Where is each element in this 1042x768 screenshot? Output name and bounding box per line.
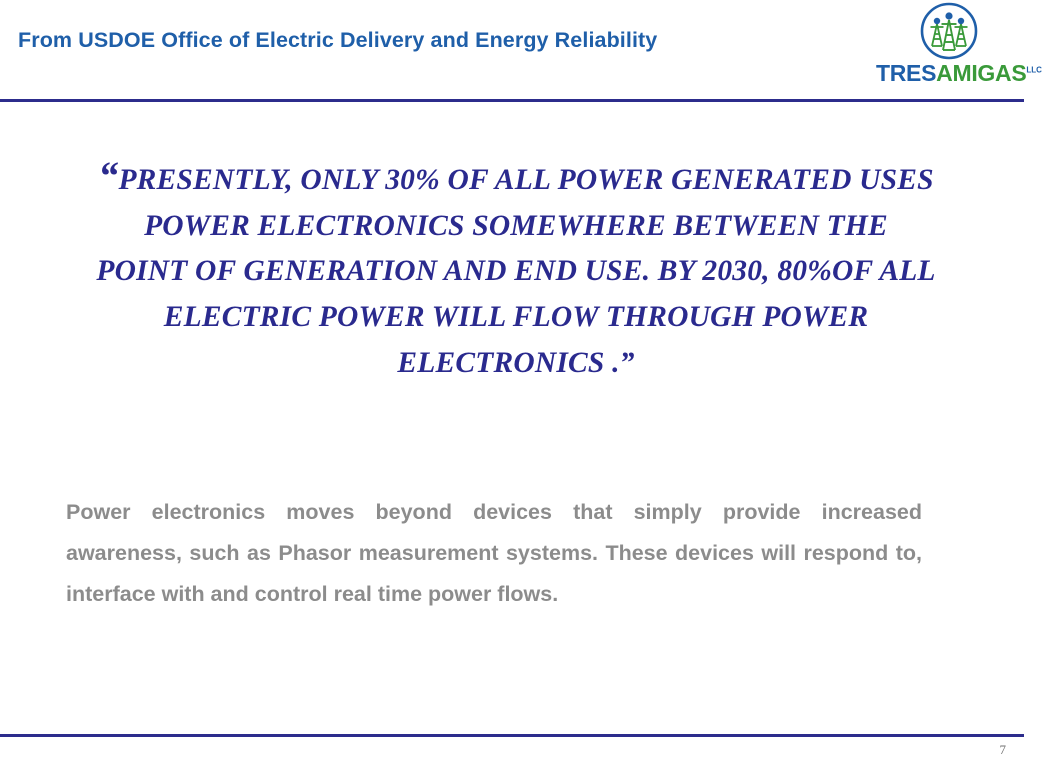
page-title: From USDOE Office of Electric Delivery and Energy Reliability xyxy=(18,28,658,52)
footer-divider xyxy=(0,734,1024,737)
page-number: 7 xyxy=(999,742,1006,757)
pull-quote xyxy=(96,153,936,387)
logo-text-llc: LLC xyxy=(1026,65,1042,75)
quote-open-mark: “ xyxy=(98,153,119,198)
slide-header xyxy=(0,0,1027,102)
header-divider xyxy=(0,99,1024,102)
logo-wordmark xyxy=(876,60,1042,87)
logo-text-tres: TRES xyxy=(876,60,937,86)
company-logo xyxy=(876,4,1042,96)
quote-text: PRESENTLY, ONLY 30% OF ALL POWER GENERATED USES POWER ELECTRONICS SOMEWHERE BETWEEN THE POINT OF GENERATION AND END USE. BY 2030, 80%OF ALL ELECTRIC POWER WILL FLOW THROUGH POWER ELECTRONICS .” xyxy=(96,164,936,379)
three-transmission-towers-icon xyxy=(918,4,980,62)
logo-text-amigas: AMIGAS xyxy=(936,60,1027,86)
body-paragraph: Power electronics moves beyond devices that simply provide increased awareness, such as Phasor measurement systems. These devices will respond to, interface with and control real time power flows. xyxy=(66,500,922,606)
